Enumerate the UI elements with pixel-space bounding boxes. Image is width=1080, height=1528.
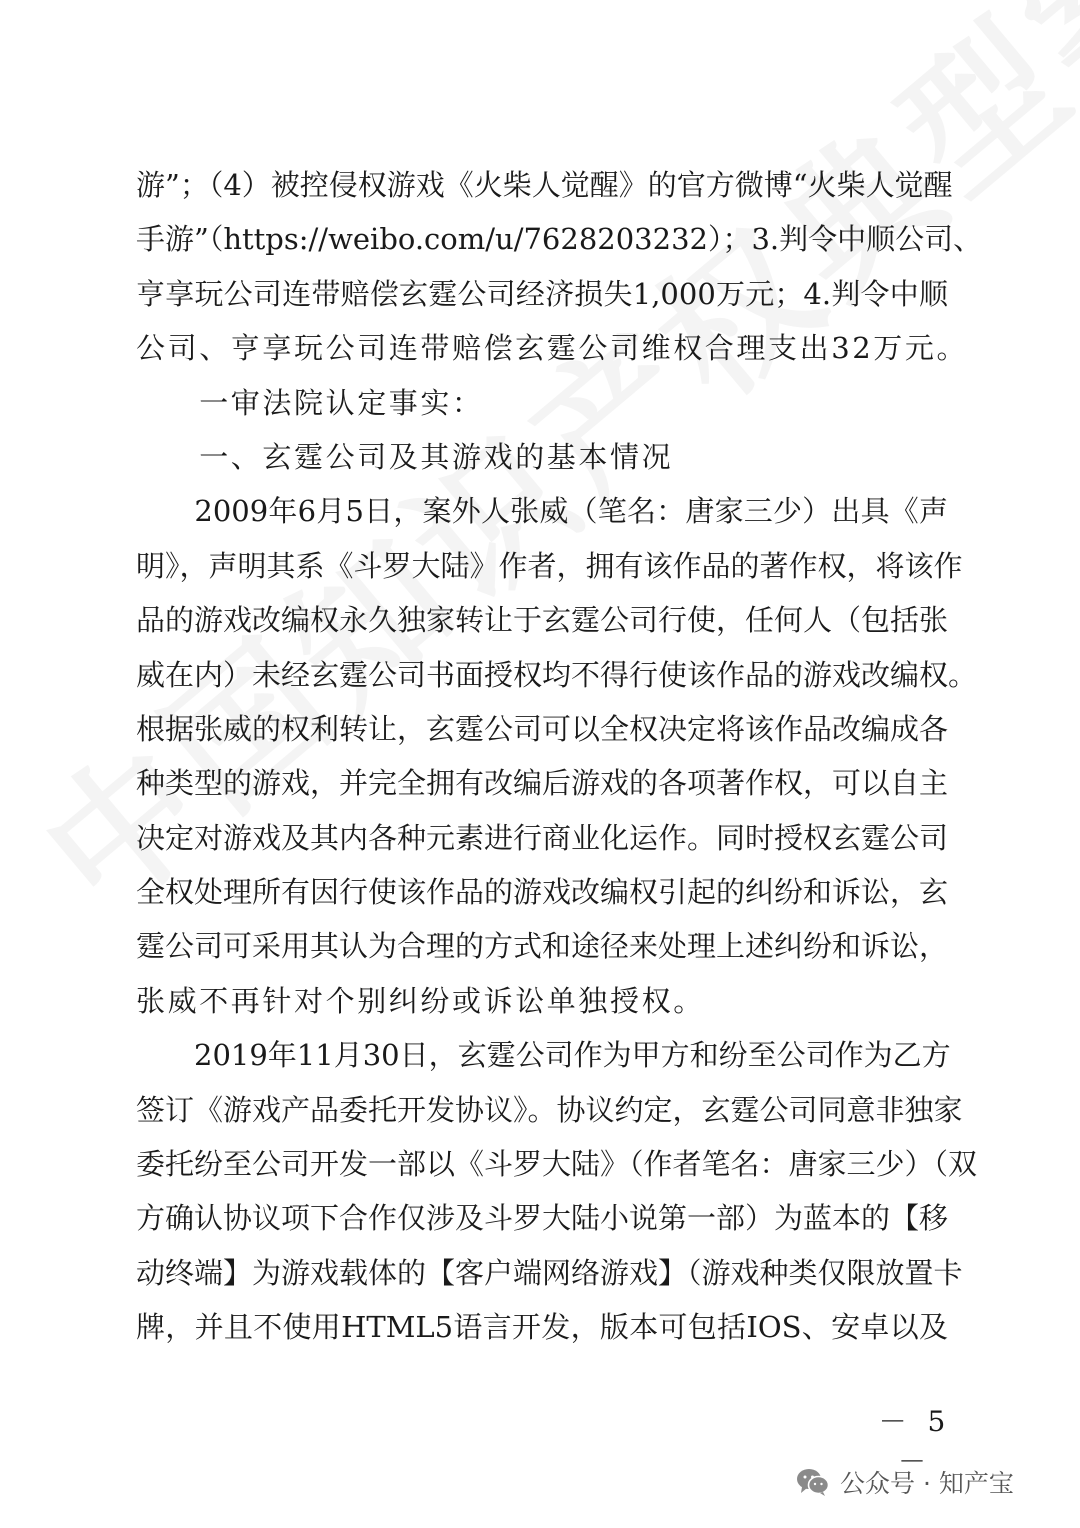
body-text [136,158,983,1355]
text-line: 一审法院认定事实： [136,385,484,420]
section-heading: 一、玄霆公司及其游戏的基本情况 [136,439,674,474]
text-line: 动终端】为游戏载体的【客户端网络游戏】（游戏种类仅限放置卡 [136,1255,963,1290]
text-line: 明》，声明其系《斗罗大陆》作者，拥有该作品的著作权，将该作 [136,548,963,583]
text-line: 品的游戏改编权永久独家转让于玄霆公司行使，任何人（包括张 [136,603,949,638]
text-line: 张威不再针对个别纠纷或诉讼单独授权。 [136,983,705,1018]
text-line: 委托纷至公司开发一部以《斗罗大陆》（作者笔名：唐家三少）（双 [136,1147,978,1182]
page-number: － 5 － [878,1405,952,1478]
text-line: 威在内）未经玄霆公司书面授权均不得行使该作品的游戏改编权。 [136,657,978,692]
text-line: 牌，并且不使用HTML5语言开发，版本可包括IOS、安卓以及 [136,1310,948,1345]
text-line: 手游”（https://weibo.com/u/7628203232）；3.判令中顺公司、 [136,222,983,257]
text-line: 全权处理所有因行使该作品的游戏改编权引起的纠纷和诉讼，玄 [136,875,949,910]
text-line: 方确认协议项下合作仅涉及斗罗大陆小说第一部）为蓝本的【移 [136,1201,949,1236]
footer-brand-label: 公众号 · 知产宝 [840,1469,1014,1498]
text-line: 种类型的游戏，并完全拥有改编后游戏的各项著作权，可以自主 [136,766,949,801]
text-line: 2019年11月30日，玄霆公司作为甲方和纷至公司作为乙方 [136,1038,951,1073]
text-line: 霆公司可采用其认为合理的方式和途径来处理上述纠纷和诉讼， [136,929,949,964]
text-line: 根据张威的权利转让，玄霆公司可以全权决定将该作品改编成各 [136,711,949,746]
text-line: 决定对游戏及其内各种元素进行商业化运作。同时授权玄霆公司 [136,820,949,855]
text-line: 亨享玩公司连带赔偿玄霆公司经济损失1,000万元；4.判令中顺 [136,276,948,311]
text-line: 公司、亨享玩公司连带赔偿玄霆公司维权合理支出32万元。 [136,331,969,366]
text-line: 游”；（4）被控侵权游戏《火柴人觉醒》的官方微博“火柴人觉醒 [136,168,953,202]
footer-brand [796,1462,1014,1502]
wechat-icon [796,1467,830,1497]
text-line: 2009年6月5日，案外人张威（笔名：唐家三少）出具《声 [136,494,948,529]
text-line: 签订《游戏产品委托开发协议》。协议约定，玄霆公司同意非独家 [136,1092,963,1127]
